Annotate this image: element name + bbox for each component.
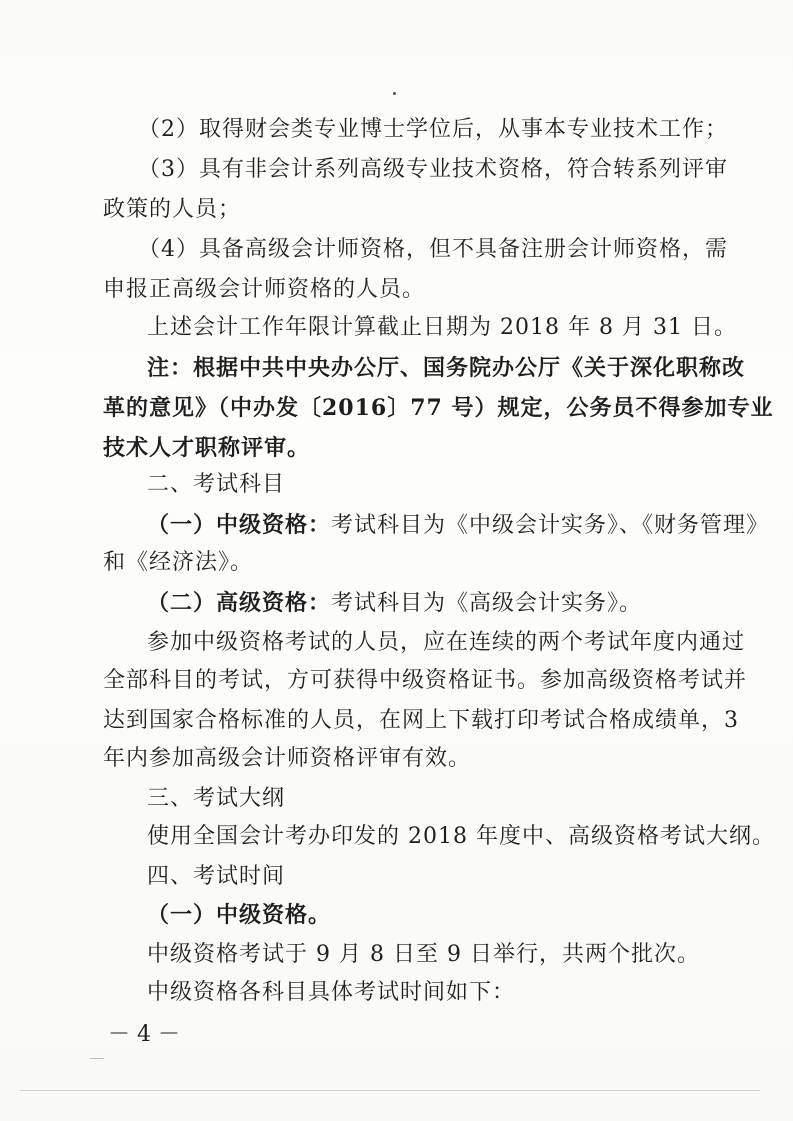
note-line-1: 注：根据中共中央办公厅、国务院办公厅《关于深化职称改	[147, 355, 746, 381]
text-line-5: 申报正高级会计师资格的人员。	[103, 277, 426, 302]
text-line-22: 中级资格考试于 9 月 8 日至 9 日举行，共两个批次。	[147, 942, 700, 967]
note-line-3: 技术人才职称评审。	[103, 435, 311, 461]
mid-label: （一）中级资格：	[147, 512, 332, 538]
section-heading-2: 二、考试科目	[147, 472, 286, 497]
text-line-12: 和《经济法》。	[103, 550, 254, 575]
text-line-17: 年内参加高级会计师资格评审有效。	[103, 746, 472, 771]
speck-mark	[393, 92, 396, 95]
page-edge-line	[20, 1090, 760, 1091]
mid-exam-text: 考试科目为《中级会计实务》、《财务管理》	[331, 513, 770, 538]
text-line-4: （4）具备高级会计师资格，但不具备注册会计师资格，需	[138, 237, 728, 262]
text-line-23: 中级资格各科目具体考试时间如下：	[147, 980, 516, 1005]
note-line-2: 革的意见》（中办发〔2016〕77 号）规定，公务员不得参加专业	[103, 395, 774, 421]
senior-exam-line	[147, 588, 747, 619]
text-line-19: 使用全国会计考办印发的 2018 年度中、高级资格考试大纲。	[147, 824, 775, 849]
footer-rule	[90, 1058, 104, 1059]
text-line-2: （3）具有非会计系列高级专业技术资格，符合转系列评审	[138, 157, 728, 182]
mid-exam-line	[147, 510, 770, 541]
subheading-mid: （一）中级资格。	[147, 902, 332, 928]
text-line-14: 参加中级资格考试的人员，应在连续的两个考试年度内通过	[147, 630, 746, 655]
text-line-1: （2）取得财会类专业博士学位后，从事本专业技术工作；	[138, 117, 728, 142]
senior-label: （二）高级资格：	[147, 590, 332, 616]
text-line-16: 达到国家合格标准的人员，在网上下载打印考试合格成绩单，3	[103, 708, 739, 733]
senior-exam-text: 考试科目为《高级会计实务》。	[331, 591, 643, 616]
section-heading-4: 四、考试时间	[147, 864, 286, 889]
text-line-15: 全部科目的考试，方可获得中级资格证书。参加高级资格考试并	[103, 668, 748, 693]
page-number: － 4 －	[108, 1022, 180, 1047]
text-line-6: 上述会计工作年限计算截止日期为 2018 年 8 月 31 日。	[147, 315, 737, 340]
section-heading-3: 三、考试大纲	[147, 786, 286, 811]
text-line-3: 政策的人员；	[103, 197, 242, 222]
